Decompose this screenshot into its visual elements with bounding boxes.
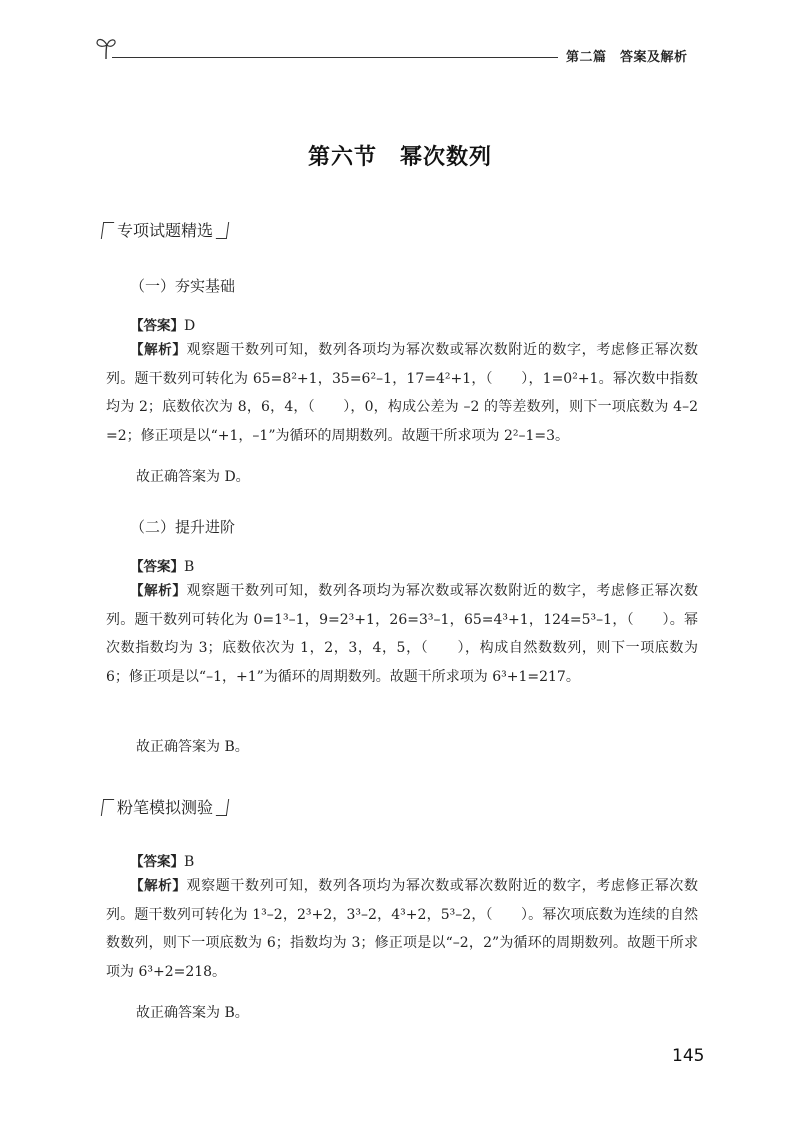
- answer-line: [130, 850, 194, 870]
- answer-tag: 【答案】: [130, 559, 184, 575]
- analysis-text: 观察题干数列可知，数列各项均为幂次数或幂次数附近的数字，考虑修正幂次数列。题干数列可转化为 65=8²+1，35=6²–1，17=4²+1，（ ），1=0²+1。幂次数中指数均为 2；底数依次为 8，6，4，（ ），0，构成公差为 –2 的等差数列，则下一项底数为 4–2=2；修正项是以“+1，–1”为循环的周期数列。故题干所求项为 2²–1=3。: [106, 342, 699, 444]
- answer-value: D: [184, 318, 196, 334]
- page-number: 145: [672, 1046, 705, 1066]
- section-heading-practice: [102, 218, 228, 241]
- conclusion-text: 故正确答案为 D。: [136, 469, 250, 485]
- analysis-tag: 【解析】: [130, 583, 187, 599]
- subsection-title-advanced: （二）提升进阶: [130, 518, 236, 536]
- conclusion-text: 故正确答案为 B。: [136, 739, 249, 755]
- section-heading-mock-test: [102, 795, 228, 818]
- page-title: 第六节 幂次数列: [307, 145, 492, 170]
- analysis-tag: 【解析】: [130, 342, 187, 358]
- analysis-tag: 【解析】: [130, 878, 187, 894]
- answer-line: [130, 314, 195, 334]
- answer-line: [130, 555, 194, 575]
- bracket-left-decoration: [101, 222, 114, 239]
- analysis-text: 观察题干数列可知，数列各项均为幂次数或幂次数附近的数字，考虑修正幂次数列。题干数列可转化为 0=1³–1，9=2³+1，26=3³–1，65=4³+1，124=5³–1，（ ）。幂次数指数均为 3；底数依次为 1，2，3，4，5，（ ），构成自然数数列，则下一项底数为 6；修正项是以“–1，+1”为循环的周期数列。故题干所求项为 6³+1=217。: [106, 583, 699, 685]
- conclusion-text: 故正确答案为 B。: [136, 1005, 249, 1021]
- running-header: 第二篇 答案及解析: [566, 50, 688, 65]
- answer-tag: 【答案】: [130, 854, 184, 870]
- analysis-paragraph: [106, 577, 698, 691]
- answer-tag: 【答案】: [130, 318, 184, 334]
- bracket-right-decoration: [216, 222, 229, 239]
- answer-value: B: [184, 559, 195, 575]
- answer-value: B: [184, 854, 195, 870]
- section-label: 专项试题精选: [117, 221, 214, 240]
- analysis-paragraph: [106, 872, 698, 986]
- bracket-left-decoration: [101, 799, 114, 816]
- analysis-paragraph: [106, 336, 698, 450]
- section-label: 粉笔模拟测验: [117, 798, 214, 817]
- header-rule: [112, 57, 558, 58]
- bracket-right-decoration: [216, 799, 229, 816]
- analysis-text: 观察题干数列可知，数列各项均为幂次数或幂次数附近的数字，考虑修正幂次数列。题干数列可转化为 1³–2，2³+2，3³–2，4³+2，5³–2，（ ）。幂次项底数为连续的自然数数列，则下一项底数为 6；指数均为 3；修正项是以“–2，2”为循环的周期数列。故题干所求项为 6³+2=218。: [106, 878, 699, 980]
- subsection-title-basic: （一）夯实基础: [130, 277, 236, 295]
